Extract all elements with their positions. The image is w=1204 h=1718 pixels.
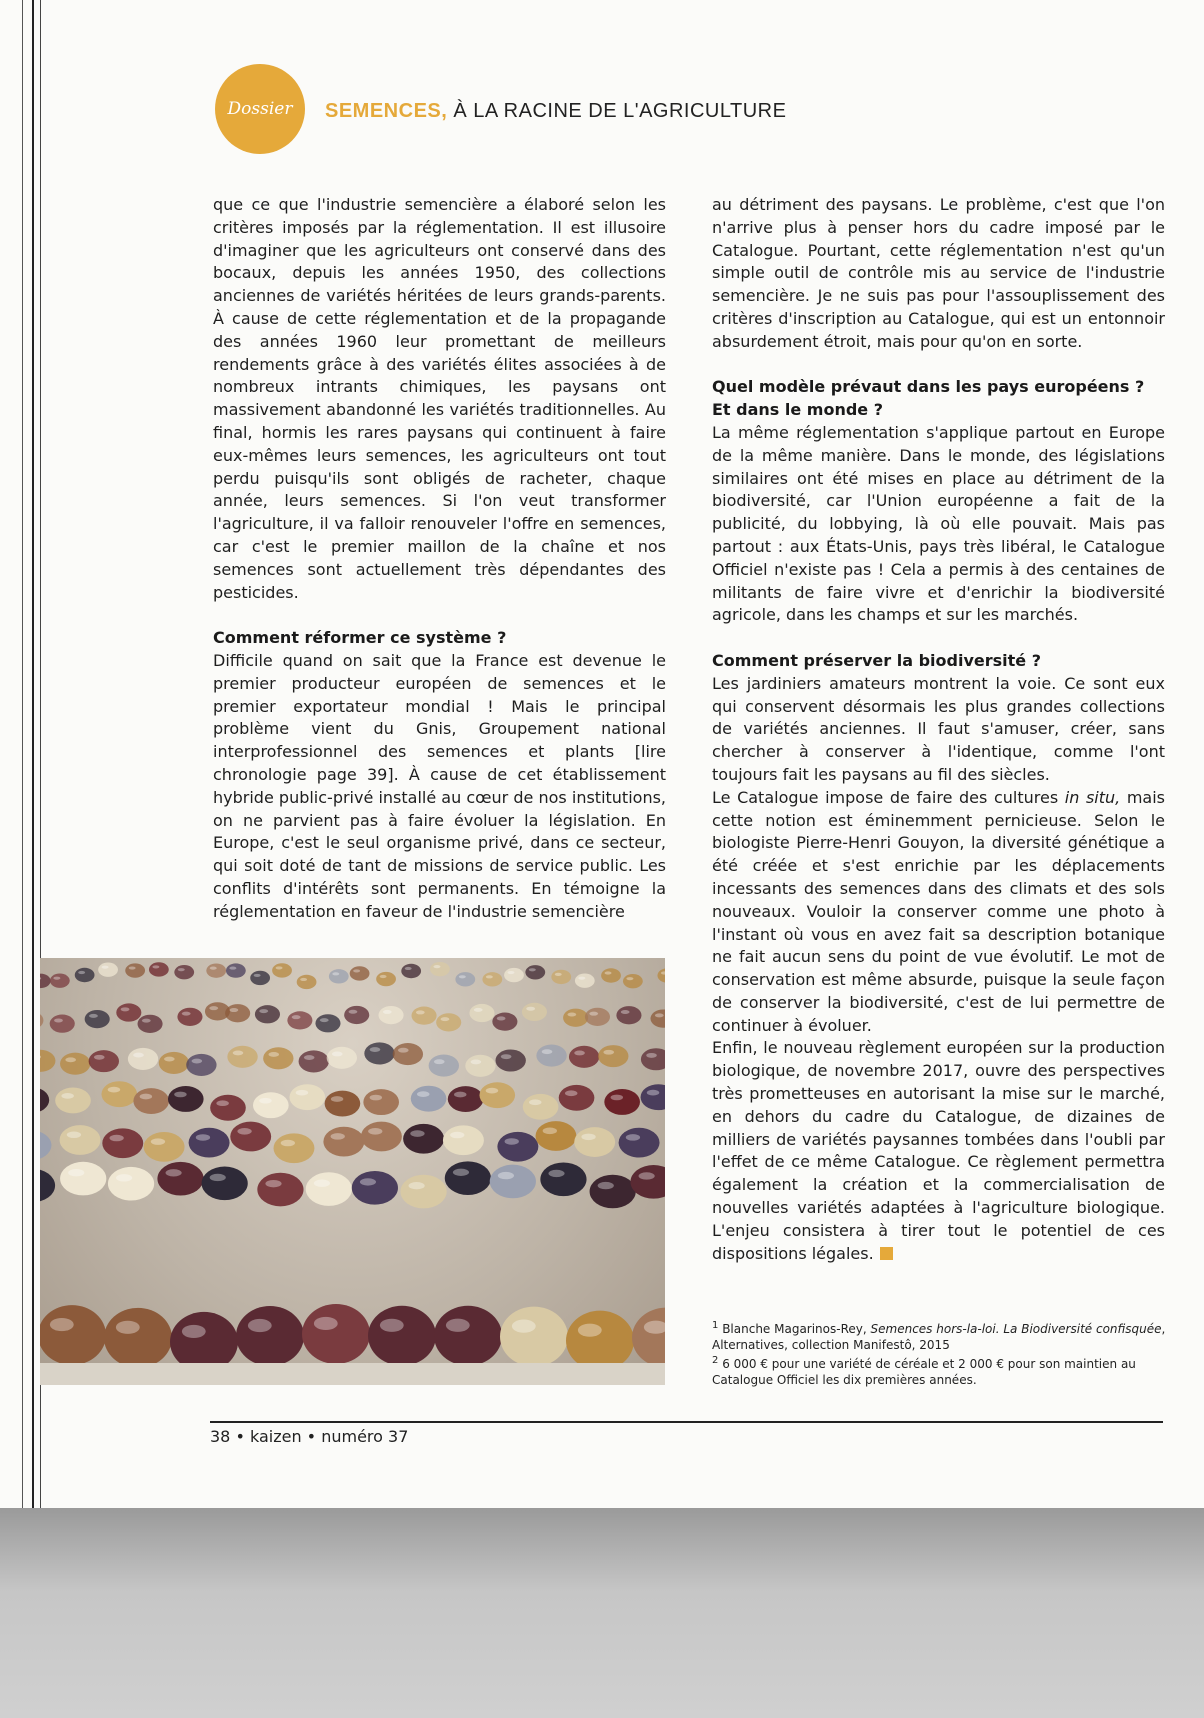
corn-kernel [352,1171,398,1205]
corn-kernel [574,1127,615,1157]
corn-kernel [540,1163,586,1197]
corn-kernel [500,1307,568,1367]
question-heading: Comment préserver la biodiversité ? [712,650,1041,670]
corn-kernel [263,1047,293,1069]
corn-kernel [616,1006,641,1024]
corn-kernel [230,1122,271,1152]
corn-kernel [60,1125,101,1155]
corn-kernel [60,1162,106,1196]
corn-kernel [186,1054,216,1076]
corn-kernel [455,972,475,986]
corn-kernel [401,964,421,978]
corn-kernel [108,1167,154,1201]
corn-kernel [323,1127,364,1157]
corn-kernel [40,1050,55,1072]
corn-kernel [40,1305,106,1365]
paragraph: que ce que l'industrie semencière a élaboré selon les critères imposés par la réglementation. Il est illusoire d'imaginer que les agriculteurs ont conservé dans des bocaux, depuis les années 1950, des collections anciennes de variétés héritées de leurs grands-parents. À cause de cette réglementation et de la propagande des années 1960 leur promettant de meilleurs rendements grâce à des variétés élites associées à de nombreux intrants chimiques, les paysans ont massivement abandonné les variétés traditionnelles. Au final, hormis les rares paysans qui continuent à faire eux-mêmes leurs semences, les agriculteurs ont tout perdu puisqu'ils sont obligés de racheter, chaque année, leurs semences. Si l'on veut transformer l'agriculture, il va falloir renouveler l'offre en semences, car c'est le premier maillon de la chaîne et nos semences sont actuellement très dépendantes des pesticides. [213,195,666,602]
corn-kernel [257,1173,303,1207]
corn-kernel [344,1006,369,1024]
corn-kernel [133,1088,169,1114]
footnotes [712,1318,1167,1388]
corn-kernel [189,1128,230,1158]
corn-kernel [436,1013,461,1031]
corn-kernel [469,1004,494,1022]
corn-kernel [128,1048,158,1070]
paragraph: Le Catalogue impose de faire des cultures in situ, mais cette notion est éminemment pernicieuse. Selon le biologiste Pierre-Henri Gouyon, la diversité génétique a été créée et s'est enrichie par les déplacements incessants des semences dans des climats et des sols nouveaux. Vouloir la conserver comme une photo à l'instant où vous en avez fait sa description botanique ne fait aucun sens du point de vue évolutif. Le mot de conservation est même absurde, puisque la seule façon de conserver la biodiversité, c'est de lui permettre de continuer à évoluer. [712,787,1166,1035]
corn-kernel [376,972,396,986]
corn-kernel [289,1084,325,1110]
corn-kernel [497,1132,538,1162]
corn-kernel [40,1011,43,1029]
corn-kernel [302,1304,370,1364]
corn-kernel [604,1089,640,1115]
section-badge-label: Dossier [227,99,293,119]
corn-kernel [40,1130,51,1160]
corn-kernel [361,1122,402,1152]
left-column [213,194,666,924]
corn-kernel [393,1043,423,1065]
corn-kernel [98,962,118,976]
corn-kernel [315,1014,340,1032]
corn-kernel [363,1089,399,1115]
corn-kernel [40,1169,55,1203]
question-heading: Quel modèle prévaut dans les pays européens ? Et dans le monde ? [712,377,1145,420]
header-title-accent: SEMENCES, [325,100,448,122]
corn-kernel [89,1050,119,1072]
corn-kernel [566,1311,634,1371]
corn-kernel [327,1047,357,1069]
corn-kernel [632,1308,665,1368]
corn-kernel [522,1003,547,1021]
corn-kernel [297,975,317,989]
question-heading: Comment réformer ce système ? [213,628,507,648]
corn-kernel [149,962,169,976]
corn-kernel [60,1053,90,1075]
corn-kernel [368,1306,436,1366]
corn-kernel [202,1167,248,1201]
corn-kernel [430,962,450,976]
corn-kernel [445,1161,491,1195]
paragraph: La même réglementation s'applique partout en Europe de la même manière. Dans le monde, des législations similaires ont été mises en place au détriment de la biodiversité, car l'Union européenne a fait de la publicité, du lobbying, là où elle pouvait. Mais pas partout : aux États-Unis, pays très libéral, le Catalogue Officiel n'existe pas ! Cela a permis à des centaines de militants de faire vivre et d'enrichir la biodiversité agricole, dans les champs et sur les marchés. [712,422,1165,625]
corn-kernel [630,1165,665,1199]
corn-kernel [159,1052,189,1074]
corn-kernel [50,1015,75,1033]
corn-kernel [299,1050,329,1072]
section-badge [215,64,305,154]
corn-kernel [623,974,643,988]
corn-kernel [177,1008,202,1026]
corn-kernel [255,1005,280,1023]
corn-kernel [306,1172,352,1206]
footnote: $^1$ Blanche Magarinos-Rey, Semences hors-la-loi. La Biodiversité confisquée, Alternatives, collection Manifestô, 2015 [712,1320,1166,1352]
corn-kernel [434,1306,502,1366]
corn-kernel [575,973,595,987]
corn-kernel [559,1085,595,1111]
corn-kernel [253,1092,289,1118]
corn-kernel [569,1046,599,1068]
corn-kernel [403,1124,444,1154]
corn-kernel [598,1045,628,1067]
corn-kernel [272,963,292,977]
corn-kernel [138,1015,163,1033]
corn-kernel [170,1312,238,1372]
corn-kernel [411,1086,447,1112]
corn-kernel [125,963,145,977]
corn-kernel [116,1003,141,1021]
paragraph: Les jardiniers amateurs montrent la voie. Ce sont eux qui conservent désormais les plus grandes collections de variétés anciennes. Il faut s'amuser, créer, sans chercher à conserver à l'identique, comme l'ont toujours fait les paysans au fil des siècles. [712,673,1165,784]
corn-kernel [274,1133,315,1163]
corn-kernel [40,1087,49,1113]
corn-kernel [364,1042,394,1064]
linen-cloth [40,1363,665,1385]
corn-kernel [523,1094,559,1120]
corn-kernel [101,1081,137,1107]
corn-kernel [104,1308,172,1368]
corn-kernel [236,1306,304,1366]
binding-line [22,0,23,1508]
corn-kernel [329,969,349,983]
corn-kernel [227,1046,257,1068]
corn-kernel [168,1086,204,1112]
corn-kernel [144,1132,185,1162]
corn-kernel [102,1128,143,1158]
corn-kernel [250,971,270,985]
corn-kernel [206,963,226,977]
corn-kernel [75,968,95,982]
footer-rule [210,1421,1163,1423]
paragraph: Enfin, le nouveau règlement européen sur la production biologique, de novembre 2017, ouvre des perspectives très prometteuses en autorisant la mise sur le marché, en dehors du cadre du Catalogue, de dizaines de milliers de variétés paysannes tombées dans l'oubli par l'effet de ce même Catalogue. Ce règlement permettra également la création et la commercialisation de nouvelles variétés adaptées à l'agriculture biologique. L'enjeu consistera à tirer tout le potentiel de ces dispositions légales. [712,1038,1165,1263]
corn-kernel [504,968,524,982]
corn-kernel [601,968,621,982]
scanner-background [0,1508,1204,1718]
corn-kernel [479,1082,515,1108]
corn-kernel [641,1048,665,1070]
corn-kernel [619,1128,660,1158]
corn-kernel [210,1095,246,1121]
paragraph: Difficile quand on sait que la France est devenue le premier producteur européen de semences et le premier exportateur mondial ! Mais le principal problème vient du Gnis, Groupement national interprofessionnel des semences et plants [lire chronologie page 39]. À cause de cet établissement hybride public-privé installé au cœur de nos institutions, on ne parvient pas à faire évoluer la législation. En Europe, c'est le seul organisme privé, dans ce secteur, qui soit doté de tant de missions de service public. Les conflits d'intérêts sont permanents. En témoigne la réglementation en faveur de l'industrie semencière [213,650,666,921]
corn-kernel [174,965,194,979]
corn-kernel [641,1084,665,1110]
corn-kernel [50,973,70,987]
corn-kernel [443,1125,484,1155]
corn-kernel [226,963,246,977]
page-header-title [325,100,786,123]
corn-kernel [225,1004,250,1022]
paragraph: au détriment des paysans. Le problème, c'est que l'on n'arrive plus à penser hors du cadre imposé par le Catalogue. Pourtant, cette réglementation n'est qu'un simple outil de contrôle mis au service de l'industrie semencière. Je ne suis pas pour l'assouplissement des critères d'inscription au Catalogue, qui est un entonnoir absurdement étroit, mais pour qu'on en sorte. [712,195,1165,351]
corn-kernel [55,1087,91,1113]
corn-kernel [287,1011,312,1029]
page-folio: 38 • kaizen • numéro 37 [210,1427,409,1446]
corn-kernel [325,1091,361,1117]
corn-kernel [496,1049,526,1071]
corn-kernel [590,1175,636,1209]
corn-kernel [551,970,571,984]
corn-kernel [536,1121,577,1151]
corn-kernel [490,1165,536,1199]
end-of-article-mark [880,1247,893,1260]
corn-kernel [40,974,51,988]
corn-kernel [525,965,545,979]
header-title-rest: À LA RACINE DE L'AGRICULTURE [447,100,787,122]
corn-kernel [492,1013,517,1031]
corn-kernel [657,968,665,982]
right-column [712,194,1165,1265]
corn-kernel [429,1055,459,1077]
corn-kernel [465,1055,495,1077]
corn-kernel [563,1009,588,1027]
corn-kernel [400,1175,446,1209]
corn-kernel [585,1008,610,1026]
corn-kernels-image [40,958,665,1385]
corn-kernel [536,1045,566,1067]
corn-kernel [85,1010,110,1028]
binding-line [32,0,34,1508]
corn-kernel [412,1006,437,1024]
corn-kernel [350,966,370,980]
corn-kernels-photo [40,958,665,1385]
corn-kernel [157,1162,203,1196]
corn-kernel [448,1086,484,1112]
footnote: $^2$ 6 000 € pour une variété de céréale et 2 000 € pour son maintien au Catalogue Officiel les dix premières années. [712,1355,1136,1387]
corn-kernel [482,972,502,986]
corn-kernel [379,1006,404,1024]
corn-kernel [651,1009,665,1027]
